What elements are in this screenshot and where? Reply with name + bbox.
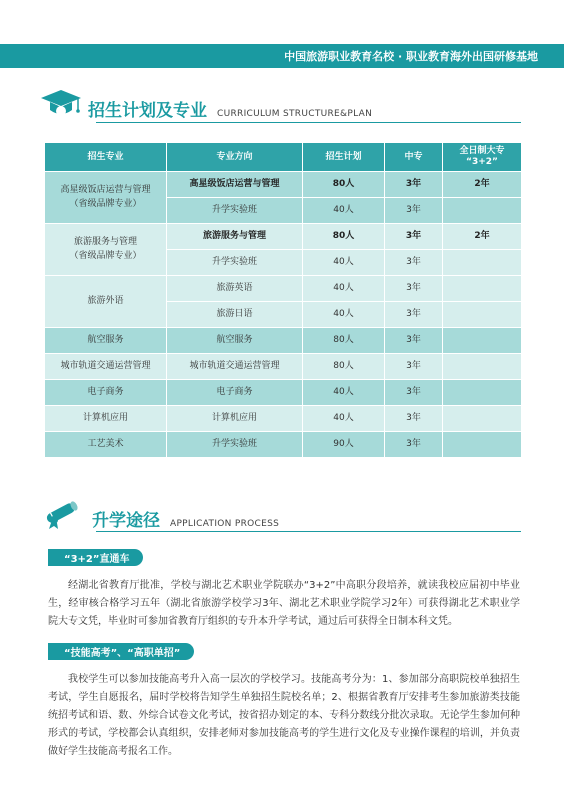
cell-college-years [443,302,522,328]
cell-secondary-years: 3年 [385,276,443,302]
header-college: 全日制大专 “3+2” [443,143,522,172]
section-subtitle: APPLICATION PROCESS [170,519,280,529]
diploma-scroll-icon [40,496,86,530]
cell-secondary-years: 3年 [385,380,443,406]
graduate-cap-icon [40,88,82,120]
section-heading-application [40,496,279,530]
table-header-row [45,143,522,172]
cell-college-years [443,406,522,432]
cell-direction: 升学实验班 [167,198,303,224]
route-label-text: “3+2”直通车 [64,554,130,565]
section-title: 升学途径 [92,511,160,531]
table-row [45,354,522,380]
cell-major: 高星级饭店运营与管理 （省级品牌专业） [45,172,167,224]
cell-plan: 40人 [303,276,385,302]
route-label-skills-exam [48,643,194,660]
banner-text: 中国旅游职业教育名校 · 职业教育海外出国研修基地 [284,50,538,63]
route-label-text: “技能高考”、“高职单招” [64,648,181,659]
cell-plan: 40人 [303,380,385,406]
table-row [45,328,522,354]
cell-plan: 80人 [303,224,385,250]
cell-direction: 电子商务 [167,380,303,406]
section-heading-curriculum [40,88,372,120]
cell-college-years [443,198,522,224]
cell-college-years: 2年 [443,224,522,250]
cell-direction: 航空服务 [167,328,303,354]
cell-major: 旅游服务与管理 （省级品牌专业） [45,224,167,276]
cell-secondary-years: 3年 [385,302,443,328]
cell-direction: 旅游日语 [167,302,303,328]
route-description-skills-exam: 我校学生可以参加技能高考升入高一层次的学校学习。技能高考分为：1、参加部分高职院校单独招生考试，学生自愿报名，届时学校将告知学生单独招生院校名单；2、根据省教育厅安排考生参加旅游类技能统招考试和语、数、外综合试卷文化考试，按省招办划定的本、专科分数线分批次录取。无论学生参加何种形式的考试，学校都会认真组织，安排老师对参加技能高考的学生进行文化及专业操作课程的培训，并负责做好学生技能高考报名工作。 [48,674,520,757]
table-row [45,432,522,458]
section-title: 招生计划及专业 [88,101,207,121]
cell-secondary-years: 3年 [385,250,443,276]
header-plan: 招生计划 [303,143,385,172]
route-label-3plus2 [48,549,143,566]
curriculum-table [44,142,522,458]
cell-college-years [443,354,522,380]
cell-direction: 旅游服务与管理 [167,224,303,250]
cell-direction: 旅游英语 [167,276,303,302]
cell-college-years [443,380,522,406]
table-row [45,224,522,250]
cell-secondary-years: 3年 [385,328,443,354]
cell-major: 工艺美术 [45,432,167,458]
cell-plan: 80人 [303,172,385,198]
cell-secondary-years: 3年 [385,224,443,250]
cell-major: 旅游外语 [45,276,167,328]
cell-college-years [443,432,522,458]
header-major: 招生专业 [45,143,167,172]
cell-plan: 80人 [303,328,385,354]
cell-plan: 40人 [303,406,385,432]
cell-plan: 90人 [303,432,385,458]
table-row [45,406,522,432]
cell-plan: 80人 [303,354,385,380]
cell-plan: 40人 [303,198,385,224]
cell-direction: 升学实验班 [167,432,303,458]
cell-secondary-years: 3年 [385,432,443,458]
section-divider [96,531,521,532]
cell-major: 航空服务 [45,328,167,354]
table-row [45,172,522,198]
route-description-3plus2: 经湖北省教育厅批准，学校与湖北艺术职业学院联办“3+2”中高职分段培养，就读我校应届初中毕业生，经审核合格学习五年（湖北省旅游学校学习3年、湖北艺术职业学院学习2年）可获得湖北艺术职业学院大专文凭，毕业时可参加省教育厅组织的专升本升学考试，通过后可获得全日制本科文凭。 [48,580,520,627]
cell-plan: 40人 [303,250,385,276]
cell-secondary-years: 3年 [385,354,443,380]
section-divider [96,122,521,123]
cell-direction: 计算机应用 [167,406,303,432]
cell-college-years [443,250,522,276]
cell-direction: 城市轨道交通运营管理 [167,354,303,380]
top-banner [0,44,564,68]
cell-college-years [443,328,522,354]
cell-secondary-years: 3年 [385,198,443,224]
cell-major: 计算机应用 [45,406,167,432]
header-secondary: 中专 [385,143,443,172]
table-body [45,172,522,458]
cell-plan: 40人 [303,302,385,328]
cell-secondary-years: 3年 [385,172,443,198]
cell-college-years: 2年 [443,172,522,198]
header-direction: 专业方向 [167,143,303,172]
cell-secondary-years: 3年 [385,406,443,432]
section-subtitle: CURRICULUM STRUCTURE&PLAN [217,109,373,119]
cell-major: 电子商务 [45,380,167,406]
table-row [45,380,522,406]
cell-direction: 高星级饭店运营与管理 [167,172,303,198]
table-row [45,276,522,302]
cell-direction: 升学实验班 [167,250,303,276]
cell-major: 城市轨道交通运营管理 [45,354,167,380]
cell-college-years [443,276,522,302]
